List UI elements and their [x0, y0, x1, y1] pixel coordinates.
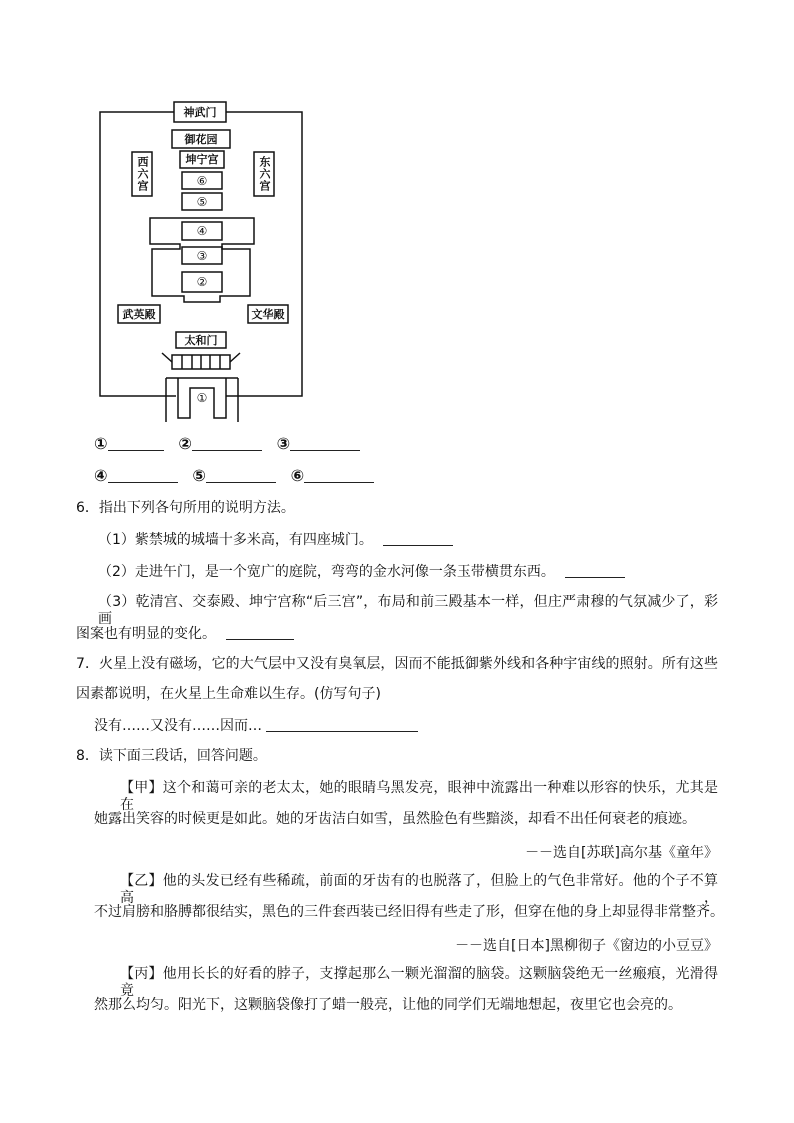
q6-answer-2[interactable]: [565, 562, 625, 578]
q6-s2-text: （2）走进午门，是一个宽广的庭院，弯弯的金水河像一条玉带横贯东西。: [98, 564, 555, 580]
blank-label-2: ②: [178, 434, 192, 453]
diagram-marker-4: ④: [196, 224, 208, 238]
blank-label-4: ④: [94, 466, 108, 485]
q8-yi-line-2: 不过肩膀和胳膊都很结实，黑色的三件套西装已经旧得有些走了形，但穿在他的身上却显得非常整齐。: [94, 904, 724, 920]
answer-blank-3[interactable]: [290, 435, 360, 451]
q7-line-1: 7．火星上没有磁场，它的大气层中又没有臭氧层，因而不能抵御紫外线和各种宇宙线的照射。所有这些: [76, 656, 718, 672]
blank-row-1: [94, 434, 370, 453]
q6-s3-text: 图案也有明显的变化。: [76, 626, 216, 642]
q6-answer-3[interactable]: [226, 624, 294, 640]
label-xiliugong: 西六宫: [136, 156, 149, 192]
q8-title: 8．读下面三段话，回答问题。: [76, 748, 267, 764]
answer-blank-6[interactable]: [304, 467, 374, 483]
q8-jia-line-2: 她露出笑容的时候更是如此。她的牙齿洁白如雪，虽然脸色有些黯淡，却看不出任何衰老的痕迹。: [94, 811, 696, 827]
q6-s1-text: （1）紫禁城的城墙十多米高，有四座城门。: [98, 532, 373, 548]
label-taihemen: 太和门: [184, 333, 218, 347]
answer-blank-2[interactable]: [192, 435, 262, 451]
label-shenwumen: 神武门: [183, 105, 217, 119]
label-kunninggong: 坤宁宫: [185, 153, 219, 166]
q6-sentence-3-line-2: [76, 624, 294, 643]
blank-label-3: ③: [276, 434, 291, 453]
label-yuhuayuan: 御花园: [184, 132, 218, 146]
q6-sentence-3-line-1: （3）乾清宫、交泰殿、坤宁宫称“后三宫”，布局和前三殿基本一样，但庄严肃穆的气氛减少了，彩画: [98, 594, 718, 627]
q6-title: 6．指出下列各句所用的说明方法。: [76, 500, 295, 516]
blank-label-5: ⑤: [192, 466, 206, 485]
blank-label-6: ⑥: [290, 466, 305, 485]
answer-blank-4[interactable]: [108, 467, 178, 483]
q8-jia-line-1: 【甲】这个和蔼可亲的老太太，她的眼睛乌黑发亮，眼神中流露出一种难以形容的快乐，尤其是在: [120, 780, 718, 813]
q8-yi-source: －－选自[日本]黑柳彻子《窗边的小豆豆》: [455, 938, 718, 954]
q8-bing-line-2: 然那么均匀。阳光下，这颗脑袋像打了蜡一般亮，让他的同学们无端地想起，夜里它也会亮的。: [94, 997, 682, 1013]
diagram-marker-2: ②: [196, 275, 208, 289]
q7-pattern-text: 没有……又没有……因而…: [94, 718, 262, 734]
q8-bing-line-1: 【丙】他用长长的好看的脖子，支撑起那么一颗光溜溜的脑袋。这颗脑袋绝无一丝瘢痕，光滑得竟: [120, 966, 718, 999]
q7-line-2: 因素都说明，在火星上生命难以生存。(仿写句子): [76, 686, 381, 702]
q6-answer-1[interactable]: [383, 530, 453, 546]
answer-blank-5[interactable]: [206, 467, 276, 483]
label-wuyingdian: 武英殿: [122, 307, 156, 321]
answer-blank-1[interactable]: [108, 435, 164, 451]
blank-label-1: ①: [94, 434, 108, 453]
diagram-marker-6: ⑥: [196, 173, 208, 188]
q8-yi-line-1: 【乙】他的头发已经有些稀疏，前面的牙齿有的也脱落了，但脸上的气色非常好。他的个子不算高，: [120, 873, 718, 906]
q8-jia-source: －－选自[苏联]高尔基《童年》: [525, 845, 718, 861]
diagram-marker-3: ③: [196, 248, 208, 263]
diagram-marker-5: ⑤: [196, 194, 208, 209]
q6-sentence-2: [98, 562, 625, 581]
q7-pattern: [94, 716, 418, 735]
forbidden-city-diagram: [96, 100, 308, 422]
label-wenhuadian: 文华殿: [251, 307, 285, 321]
diagram-marker-1: ①: [196, 391, 208, 405]
label-dongliugong: 东六宫: [258, 156, 271, 192]
q6-sentence-1: [98, 530, 453, 549]
blank-row-2: [94, 466, 384, 485]
q7-answer[interactable]: [266, 716, 418, 732]
